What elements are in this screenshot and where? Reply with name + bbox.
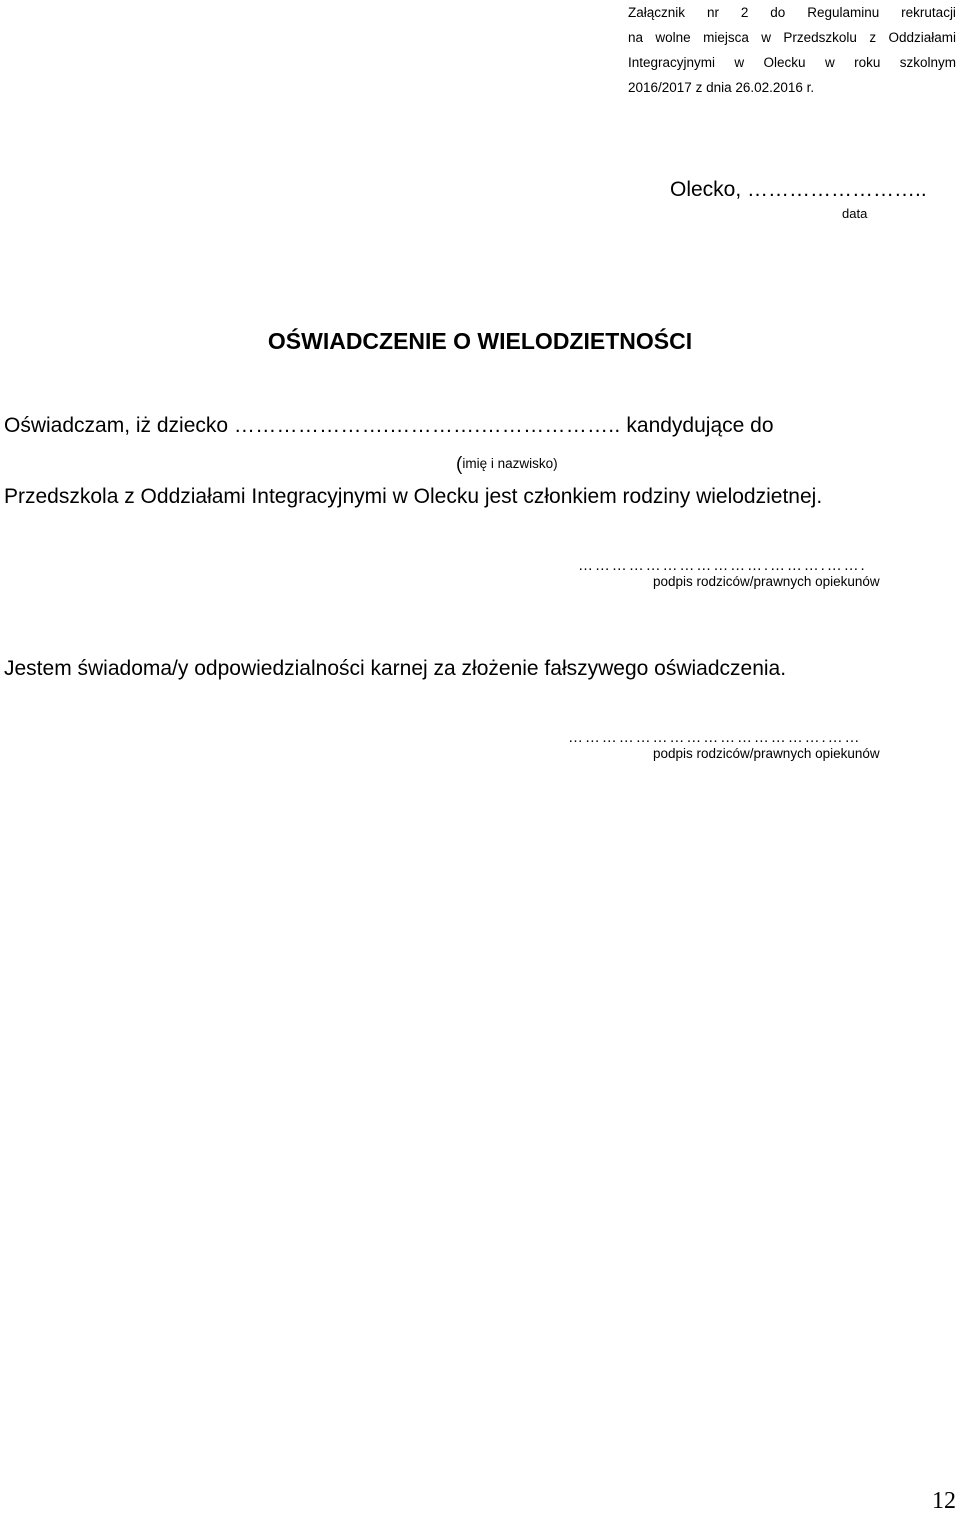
document-title: OŚWIADCZENIE O WIELODZIETNOŚCI [267, 328, 693, 354]
annex-word: w [761, 30, 771, 45]
annex-line-4 [628, 75, 956, 100]
annex-line-2 [628, 25, 956, 50]
signature-blank-1: …………………………….……….……. [578, 557, 867, 574]
signature-caption-1: podpis rodziców/prawnych opiekunów [653, 574, 880, 589]
annex-line-1 [628, 0, 956, 25]
statement-prefix: Oświadczam, iż dziecko [4, 414, 229, 437]
statement-suffix: kandydujące do [620, 414, 774, 437]
annex-line-3 [628, 50, 956, 75]
annex-word: w [824, 55, 835, 70]
annex-word: Integracyjnymi [628, 55, 716, 70]
annex-header [628, 0, 956, 100]
annex-word: rekrutacji [901, 5, 956, 20]
annex-word: w [734, 55, 745, 70]
statement-line-2: Przedszkola z Oddziałami Integracyjnymi w Olecku jest członkiem rodziny wielodzietnej. [4, 485, 823, 508]
annex-word: wolne [655, 30, 691, 45]
signature-caption-2: podpis rodziców/prawnych opiekunów [653, 746, 880, 761]
annex-word: Załącznik [628, 5, 686, 20]
name-caption [456, 454, 558, 476]
annex-word: nr [706, 5, 719, 20]
annex-word: Regulaminu [807, 5, 880, 20]
annex-word: szkolnym [899, 55, 956, 70]
annex-word: do [770, 5, 786, 20]
signature-blank-2: ……………………………………….…… [568, 729, 862, 746]
annex-word: Przedszkolu [783, 30, 857, 45]
annex-word: 2 [740, 5, 749, 20]
liability-declaration: Jestem świadoma/y odpowiedzialności karnej za złożenie fałszywego oświadczenia. [4, 657, 787, 680]
name-caption-paren: ( [456, 454, 463, 475]
annex-word: 2016/2017 z dnia 26.02.2016 r. [628, 80, 815, 95]
page-number: 12 [932, 1488, 956, 1514]
place-date-field: Olecko, …………………….. [670, 178, 927, 201]
name-caption-text: imię i nazwisko) [462, 456, 558, 471]
annex-word: na [628, 30, 644, 45]
child-name-blank: ………………….………….……………….. [233, 414, 621, 437]
annex-word: Olecku [763, 55, 806, 70]
annex-word: miejsca [703, 30, 749, 45]
annex-word: z [869, 30, 877, 45]
annex-word: roku [854, 55, 881, 70]
annex-word: Oddziałami [888, 30, 956, 45]
statement-line-1 [4, 414, 774, 438]
date-caption: data [842, 206, 868, 221]
